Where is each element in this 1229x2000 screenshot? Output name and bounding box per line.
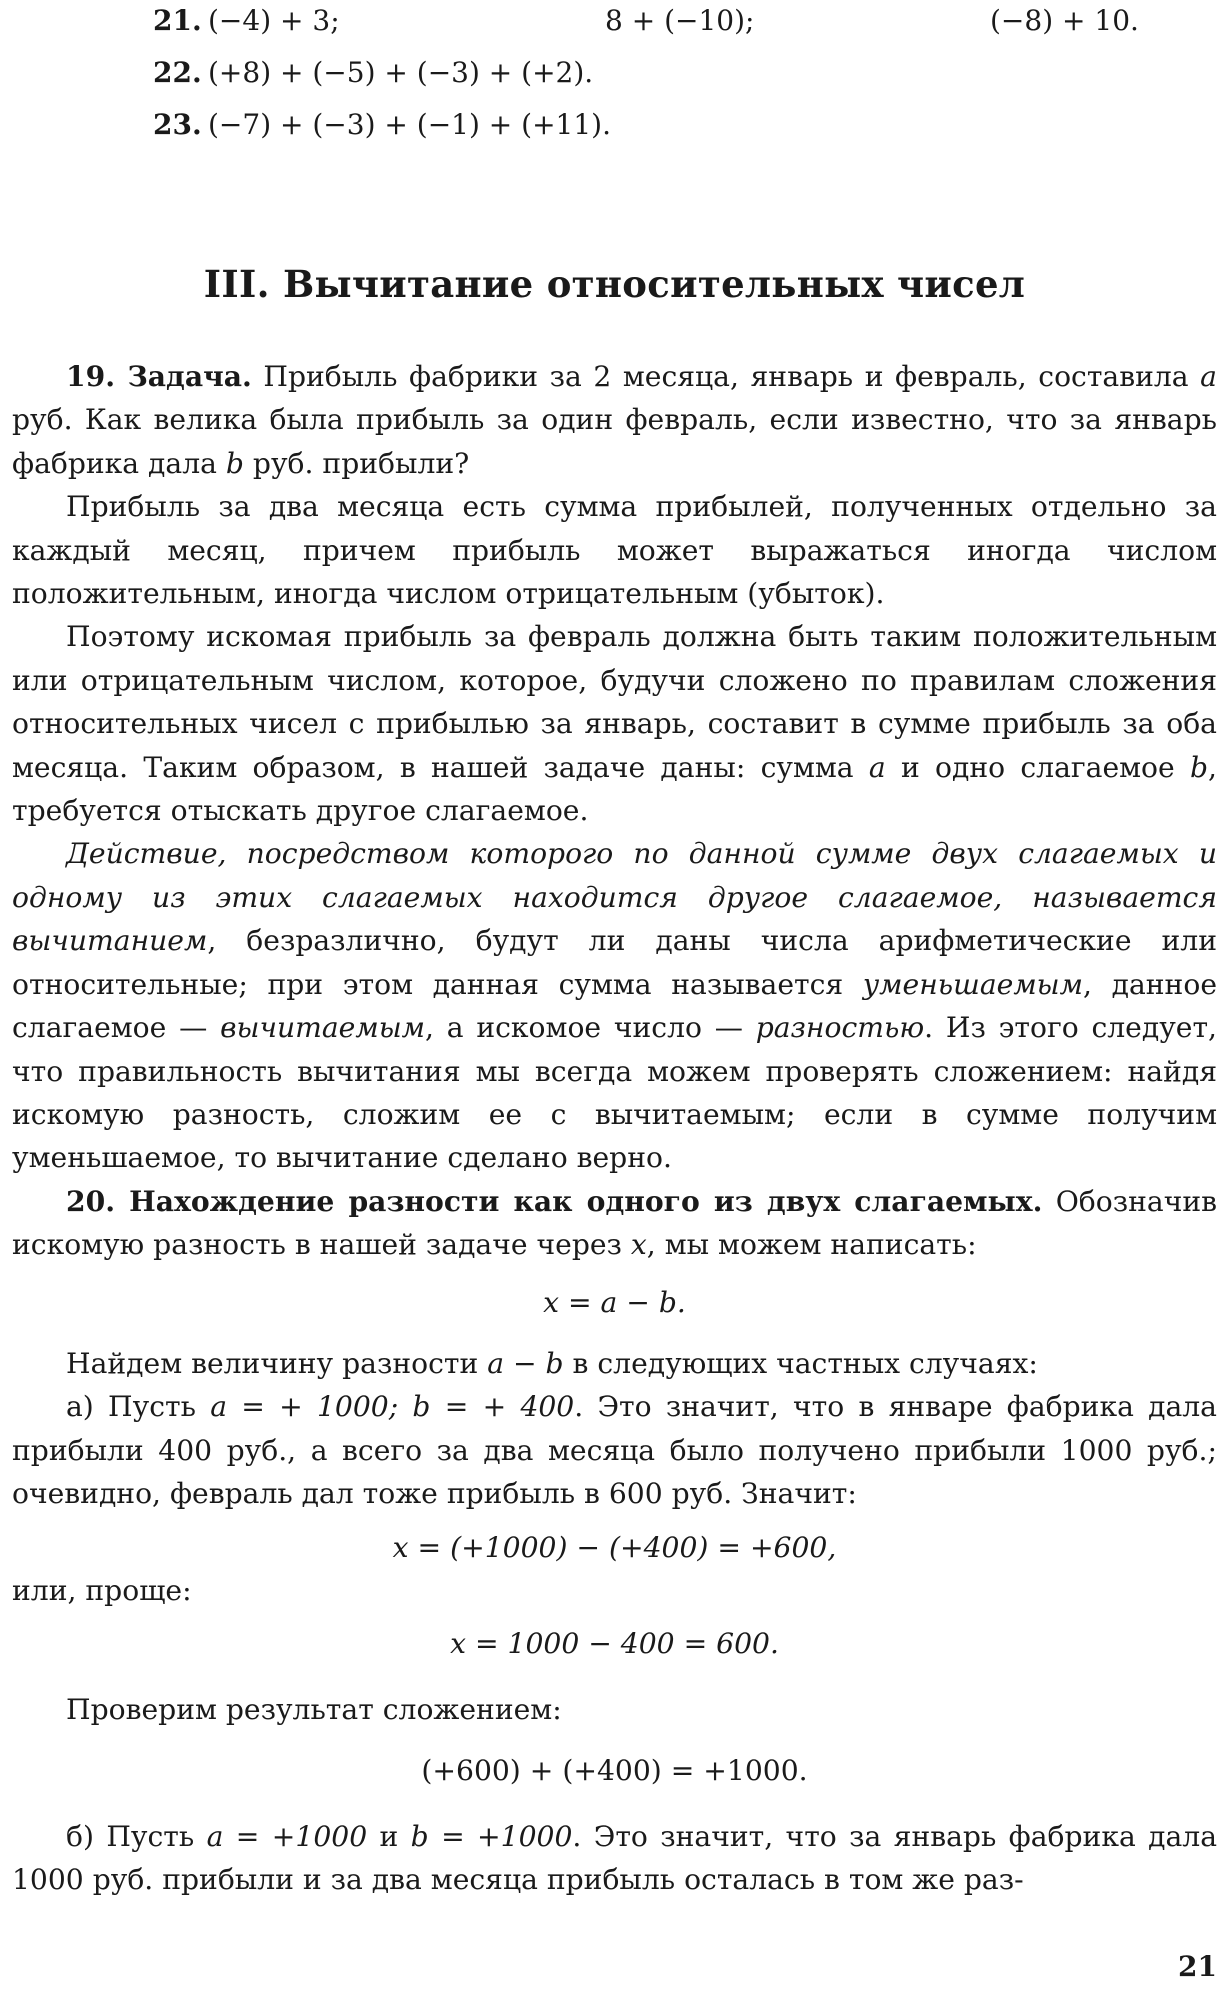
exercise-21 <box>0 4 1229 50</box>
exercise-item: 8 + (−10); <box>605 4 755 37</box>
expression: a − b <box>487 1346 564 1380</box>
paragraph-number: 20. Нахождение разности как одного из двух слагаемых. <box>66 1184 1043 1218</box>
expression: b = +1000 <box>410 1819 573 1853</box>
formula-check: (+600) + (+400) = +1000. <box>421 1754 808 1788</box>
exercise-22 <box>0 56 1229 102</box>
paragraph-case-a <box>12 1385 1217 1515</box>
formula-difference <box>12 1281 1217 1324</box>
term-italic: уменьшаемым <box>862 967 1084 1001</box>
exercise-item: (+8) + (−5) + (−3) + (+2). <box>208 56 594 89</box>
paragraph-20 <box>12 1180 1217 1267</box>
text-run: Поэтому искомая прибыль за февраль должна быть таким положительным или отрицательным числом, которое, будучи сложено по правилам сложения относительных чисел с прибылью за январь, составит в сумме прибыль за оба месяца. Таким образом, в нашей задаче даны: сумма <box>12 620 1217 784</box>
text-run: и <box>367 1819 411 1853</box>
variable: a <box>1200 360 1217 393</box>
variable: x <box>630 1228 647 1262</box>
term-italic: вычитаемым <box>220 1011 426 1045</box>
text-run: , требуется отыскать другое слагаемое. <box>12 750 1217 828</box>
formula-simple <box>12 1622 1217 1665</box>
text-run: Прибыль фабрики за 2 месяца, январь и февраль, составила <box>251 360 1201 393</box>
exercise-item: (−7) + (−3) + (−1) + (+11). <box>208 108 611 141</box>
page-number: 21 <box>1178 1950 1217 1983</box>
text-run: , мы можем написать: <box>646 1228 977 1262</box>
body-text <box>12 355 1217 1901</box>
formula-text: x = a − b. <box>543 1285 686 1319</box>
text-run: руб. Как велика была прибыль за один февраль, если известно, что за январь фабрика дала <box>12 403 1217 480</box>
paragraph-19 <box>12 355 1217 485</box>
paragraph-number: 19. Задача. <box>66 360 252 393</box>
exercise-number: 23. <box>153 108 202 141</box>
text-run: Найдем величину разности <box>66 1346 488 1380</box>
text-run: и одно слагаемое <box>885 750 1190 784</box>
text-run: . Из этого следует, что правильность вычитания мы всегда можем проверять сложением: найдя искомую разность, сложим ее с вычитаемым; если в сумме получим уменьшаемое, то вычитание сделано верно. <box>12 1011 1218 1175</box>
paragraph-find <box>12 1342 1217 1385</box>
expression: a = + 1000; b = + 400 <box>210 1390 575 1424</box>
definition-italic: Действие, посредством которого по данной сумме двух слагаемых и одному из этих слагаемых находится другое слагаемое, называется вычитанием <box>12 837 1217 958</box>
formula-text: x = (+1000) − (+400) = +600, <box>392 1530 837 1564</box>
exercise-number: 21. <box>153 4 202 37</box>
variable: b <box>1189 750 1209 784</box>
formula-case-a <box>12 1526 1217 1569</box>
or-simpler: или, проще: <box>12 1573 192 1607</box>
exercise-item: (−8) + 10. <box>990 4 1139 37</box>
text-run: а) Пусть <box>66 1390 211 1424</box>
text-run: . Это значит, что за январь фабрика дала 1000 руб. прибыли и за два месяца прибыль осталась в том же раз- <box>12 1819 1218 1896</box>
text-run: в следующих частных случаях: <box>563 1346 1038 1380</box>
paragraph-check: Проверим результат сложением: <box>66 1692 562 1726</box>
paragraph-sum: Прибыль за два месяца есть сумма прибылей, полученных отдельно за каждый месяц, причем прибыль может выражаться иногда числом положительным, иногда числом отрицательным (убыток). <box>12 490 1217 611</box>
exercise-number: 22. <box>153 56 202 89</box>
term-italic: разностью <box>755 1011 925 1045</box>
text-run: Обозначив искомую разность в нашей задаче через <box>12 1184 1217 1262</box>
expression: a = +1000 <box>206 1819 368 1853</box>
paragraph-therefore <box>12 615 1217 832</box>
text-run: . Это значит, что в январе фабрика дала прибыли 400 руб., а всего за два месяца было получено прибыли 1000 руб.; очевидно, февраль дал тоже прибыль в 600 руб. Значит: <box>12 1390 1217 1511</box>
formula-text: x = 1000 − 400 = 600. <box>450 1627 779 1661</box>
paragraph-case-b <box>12 1815 1217 1902</box>
text-run: б) Пусть <box>66 1819 207 1853</box>
exercise-item: (−4) + 3; <box>208 4 340 37</box>
section-title: III. Вычитание относительных чисел <box>203 262 1026 306</box>
paragraph-definition <box>12 832 1217 1179</box>
text-run: руб. прибыли? <box>243 446 470 480</box>
text-run: , данное слагаемое — <box>12 967 1217 1045</box>
text-run: , безразлично, будут ли даны числа арифметические или относительные; при этом данная сумма называется <box>12 924 1217 1001</box>
variable: a <box>868 750 886 784</box>
exercise-23 <box>0 108 1229 154</box>
variable: b <box>225 446 244 480</box>
text-run: , а искомое число — <box>425 1011 756 1045</box>
